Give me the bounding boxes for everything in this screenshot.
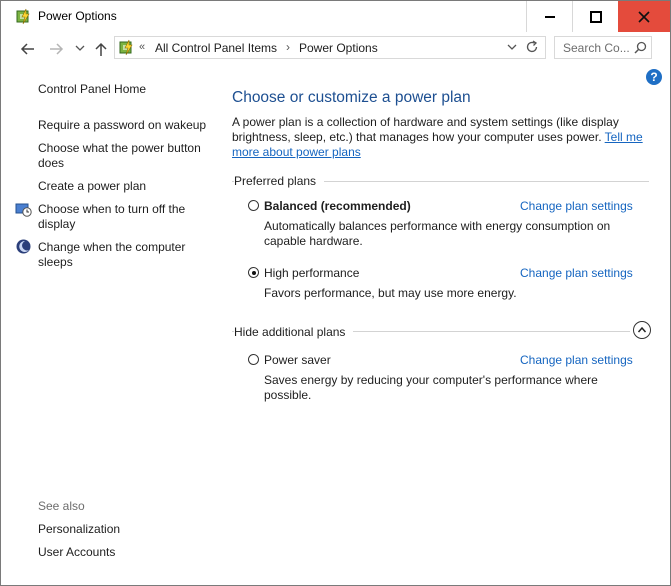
intro-description: A power plan is a collection of hardware and system settings (like display brightness, sleep, etc.) that manages how your computer uses power. [232,115,619,144]
up-arrow-icon[interactable] [92,40,110,58]
power-saver-plan-name[interactable]: Power saver [264,353,331,367]
high-performance-radio[interactable] [248,267,259,278]
minimize-icon [545,16,555,18]
see-also-user-accounts[interactable]: User Accounts [38,545,116,559]
close-icon [638,11,650,23]
address-dropdown-icon[interactable] [507,42,517,52]
high-performance-change-settings-link[interactable]: Change plan settings [520,266,633,280]
minimize-button[interactable] [526,1,572,32]
sidebar-computer-sleeps[interactable]: Change when the computer sleeps [38,240,186,269]
balanced-plan-description: Automatically balances performance with energy consumption on capable hardware. [264,219,611,248]
address-overflow-chevron[interactable]: « [139,41,146,53]
breadcrumb-separator[interactable]: › [286,40,290,54]
see-also-label: See also [38,499,85,513]
breadcrumb-all-control-panel-items[interactable]: All Control Panel Items [155,41,278,55]
power-saver-change-settings-link[interactable]: Change plan settings [520,353,633,367]
control-panel-icon [118,39,135,56]
sidebar-require-password[interactable]: Require a password on wakeup [38,118,207,132]
help-icon[interactable]: ? [646,69,662,85]
high-performance-plan-name[interactable]: High performance [264,266,360,280]
breadcrumb-power-options[interactable]: Power Options [299,41,378,55]
address-bar[interactable] [114,36,546,59]
navigation-bar [1,32,670,65]
sidebar-power-button[interactable]: Choose what the power button does [38,141,201,170]
search-icon[interactable] [634,41,647,54]
close-button[interactable] [618,1,670,32]
sidebar-control-panel-home[interactable]: Control Panel Home [38,82,147,96]
sidebar [1,65,216,585]
maximize-icon [590,11,602,23]
high-performance-plan-description: Favors performance, but may use more energy. [264,286,517,300]
tell-me-more-link[interactable]: Tell me more about power plans [232,130,643,159]
search-input[interactable] [555,37,637,58]
intro-text [232,115,644,160]
refresh-icon[interactable] [525,40,539,54]
preferred-plans-header: Preferred plans [234,174,324,188]
search-box[interactable] [554,36,652,59]
sleep-moon-icon [15,238,32,255]
window-title: Power Options [38,9,117,23]
display-clock-icon [15,201,32,218]
recent-locations-chevron-icon[interactable] [73,41,87,55]
collapse-additional-plans-button[interactable] [633,321,651,339]
power-options-app-icon [15,8,32,25]
see-also-personalization[interactable]: Personalization [38,522,121,536]
maximize-button[interactable] [572,1,618,32]
sidebar-create-power-plan[interactable]: Create a power plan [38,179,147,193]
title-bar[interactable] [1,1,670,32]
balanced-plan-name[interactable]: Balanced (recommended) [264,199,411,213]
sidebar-turn-off-display[interactable]: Choose when to turn off the display [38,202,186,231]
balanced-radio[interactable] [248,200,259,211]
power-saver-radio[interactable] [248,354,259,365]
power-saver-plan-description: Saves energy by reducing your computer's performance where possible. [264,373,598,402]
hide-additional-plans-header[interactable]: Hide additional plans [234,325,353,339]
chevron-up-icon [637,325,647,335]
page-title: Choose or customize a power plan [232,89,471,106]
back-arrow-icon[interactable] [19,40,37,58]
forward-arrow-icon[interactable] [47,40,65,58]
balanced-change-settings-link[interactable]: Change plan settings [520,199,633,213]
